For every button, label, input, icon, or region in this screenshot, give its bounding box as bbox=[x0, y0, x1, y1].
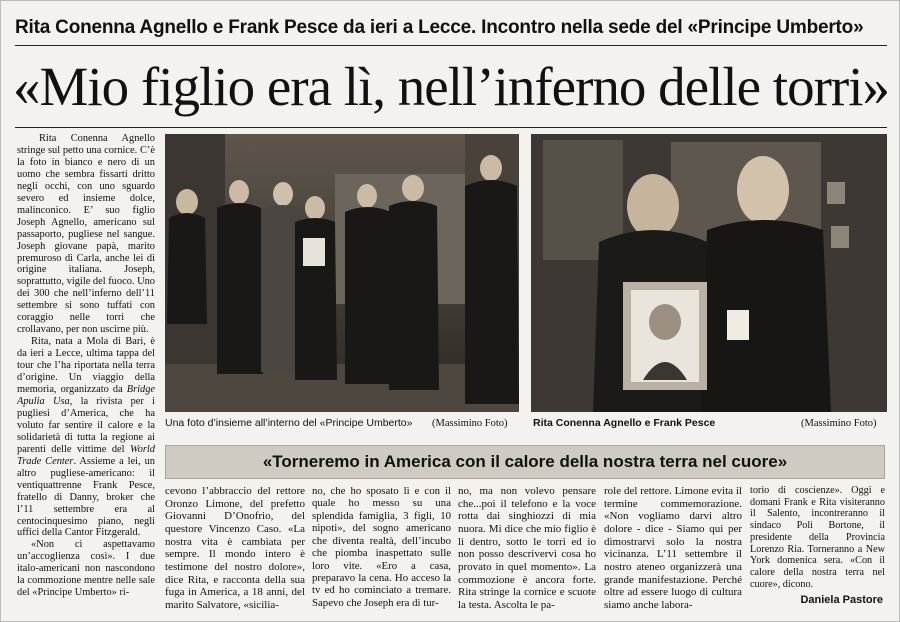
magazine-name: Bridge Apulia Usa bbox=[17, 384, 155, 407]
portrait-photo-credit: (Massimino Foto) bbox=[801, 418, 877, 429]
column-2-text: cevono l’abbraccio del rettore Oronzo Limone, del prefetto Giovanni D’Onofrio, del questore Vincenzo Caso. «La nostra vita è cambiata per sempre. Il mondo intero è testimone del nostro dolore», dice Rita, e racconta della sua fuga in America, a 18 anni, del marito Salvatore, «sicilia- bbox=[165, 485, 305, 611]
group-photo bbox=[165, 134, 519, 412]
group-photo-caption: Una foto d’insieme all’interno del «Principe Umberto» bbox=[165, 417, 413, 429]
column-6-text: torio di coscienze». Oggi e domani Frank e Rita visiteranno il Salento, incontreranno il sindaco Poli Bortone, il presidente della Provincia Lorenzo Ria. Torneranno a New York domenica sera. «Con il calore della nostra terra nel cuore», dicono. bbox=[750, 485, 885, 590]
column-3-text: no, che ho sposato lì e con il quale ho messo su una splendida famiglia, 3 figli, 10 nipoti», del sogno americano che diventa realtà, dell’incubo che piomba inaspettato sulle loro vite. «Ero a casa, preparavo la cena. Ho acceso la tv ed ho cominciato a tremare. Sapevo che Joseph era di tur- bbox=[312, 485, 451, 609]
column-4-text: no, ma non volevo pensare che...poi il telefono e la voce rotta dai singhiozzi di mia nuora. Mi dice che mio figlio è lì dentro, sotto le torri ed io non posso descrivervi cosa ho provato in quel momento». La commozione è ancora forte. Rita stringe la cornice e scuote la testa. Ascolta le pa- bbox=[458, 485, 596, 611]
group-photo-illustration bbox=[165, 134, 519, 412]
article-column-6 bbox=[750, 485, 885, 591]
headline-rule bbox=[15, 127, 887, 128]
article-column-4 bbox=[458, 485, 596, 613]
article-column-1 bbox=[17, 133, 155, 615]
article-column-5 bbox=[604, 485, 742, 613]
portrait-photo-caption bbox=[533, 417, 715, 430]
author-signature: Daniela Pastore bbox=[800, 594, 883, 606]
subheadline-box: «Torneremo in America con il calore della nostra terra nel cuore» bbox=[165, 445, 885, 479]
paragraph-2-part-a: Rita, nata a Mola di Bari, è da ieri a Lecce, ultima tappa del tour che l’ha riportata nella terra d’origine. Un viaggio della memoria, organizzato da bbox=[17, 336, 155, 396]
paragraph-2-part-b: , la rivista per i pugliesi d’America, che ha voluto far sentire il calore e la solidarietà di tutta la regione ai parenti delle vittime del bbox=[17, 395, 155, 455]
portrait-photo-illustration bbox=[531, 134, 887, 412]
portrait-photo-caption-text: Rita Conenna Agnello e Frank Pesce bbox=[533, 417, 716, 429]
main-headline: «Mio figlio era lì, nell’inferno delle torri» bbox=[13, 56, 889, 117]
kicker-rule bbox=[15, 45, 887, 46]
paragraph-3: «Non ci aspettavamo un’accoglienza così». I due italo-americani non nascondono la commozione mentre nelle sale del «Principe Umberto» ri- bbox=[17, 539, 155, 599]
article-column-2 bbox=[165, 485, 305, 613]
paragraph-2-part-c: . Assieme a lei, un altro pugliese-americano: il ventiquattrenne Frank Pesce, fratello di Danny, broker che l’11 settembre era al centocinquesimo piano, negli uffici della Cantor Fitzgerald. bbox=[17, 455, 155, 539]
group-photo-credit: (Massimino Foto) bbox=[432, 418, 508, 429]
column-5-text: role del rettore. Limone evita il termine commemorazione. «Non vogliamo darvi altro dolore - dice - Siamo qui per dimostrarvi solo la nostra vicinanza. L’11 settembre il nostro ateneo organizzerà una grande manifestazione. Perché oltre ad essere luogo di cultura siamo anche labora- bbox=[604, 485, 742, 611]
wtc-name: World Trade Center bbox=[17, 443, 155, 467]
paragraph-1: Rita Conenna Agnello stringe sul petto una cornice. C’è la foto in bianco e nero di un uomo che sembra fissarti dritto negli occhi, con uno sguardo severo ed insieme dolce, malinconico. E’ suo figlio Joseph Agnello, americano sul passaporto, pugliese nel sangue. Joseph giovane papà, marito premuroso di Carla, anche lei di origine italiana. Joseph, soprattutto, vigile del fuoco. Uno dei 300 che nell’inferno dell’11 settembre si sono tuffati con coraggio nelle torri che crollavano, per non uscirne più. bbox=[17, 133, 155, 336]
portrait-photo bbox=[531, 134, 887, 412]
paragraph-2 bbox=[17, 336, 155, 539]
article-column-3 bbox=[312, 485, 451, 613]
kicker-headline: Rita Conenna Agnello e Frank Pesce da ieri a Lecce. Incontro nella sede del «Principe Umberto» bbox=[15, 17, 864, 38]
